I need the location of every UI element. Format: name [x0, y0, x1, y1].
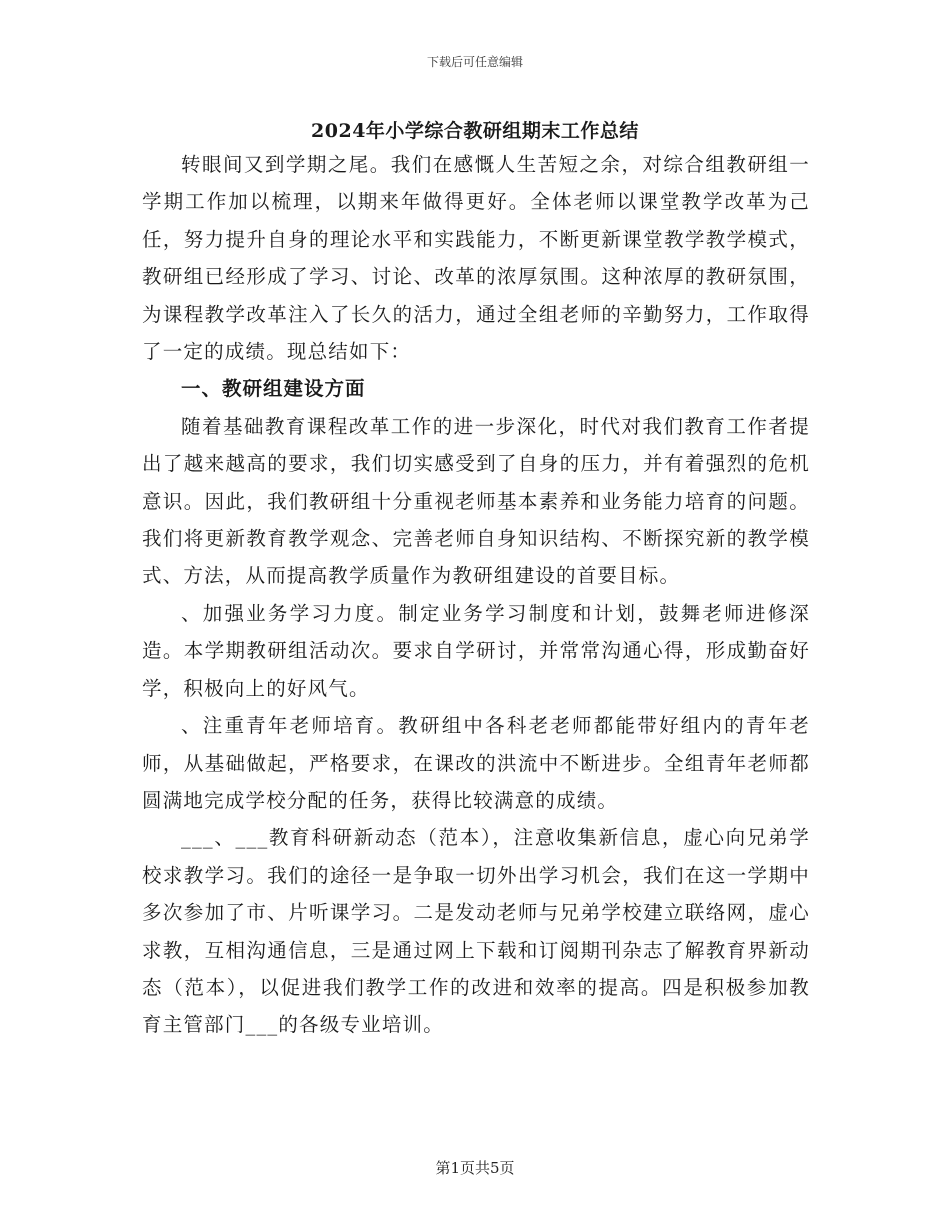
document-body	[142, 146, 810, 1044]
paragraph-intro: 转眼间又到学期之尾。我们在感慨人生苦短之余，对综合组教研组一学期工作加以梳理，以期来年做得更好。全体老师以课堂教学改革为己任，努力提升自身的理论水平和实践能力，不断更新课堂教学教学模式，教研组已经形成了学习、讨论、改革的浓厚氛围。这种浓厚的教研氛围，为课程教学改革注入了长久的活力，通过全组老师的辛勤努力，工作取得了一定的成绩。现总结如下：	[142, 153, 810, 364]
paragraph-section-1: 随着基础教育课程改革工作的进一步深化，时代对我们教育工作者提出了越来越高的要求，我们切实感受到了自身的压力，并有着强烈的危机意识。因此，我们教研组十分重视老师基本素养和业务能力培育的问题。我们将更新教育教学观念、完善老师自身知识结构、不断探究新的教学模式、方法，从而提高教学质量作为教研组建设的首要目标。	[142, 414, 810, 588]
paragraph-item-research: ___、___教育科研新动态（范本），注意收集新信息，虚心向兄弟学校求教学习。我们的途径一是争取一切外出学习机会，我们在这一学期中多次参加了市、片听课学习。二是发动老师与兄弟学校建立联络网，虚心求教，互相沟通信息，三是通过网上下载和订阅期刊杂志了解教育界新动态（范本），以促进我们教学工作的改进和效率的提高。四是积极参加教育主管部门___的各级专业培训。	[142, 826, 810, 1037]
paragraph-item-training: 、注重青年老师培育。教研组中各科老老师都能带好组内的青年老师，从基础做起，严格要求，在课改的洪流中不断进步。全组青年老师都圆满地完成学校分配的任务，获得比较满意的成绩。	[142, 714, 810, 812]
page-number: 第1页共5页	[435, 1159, 515, 1177]
document-title: 2024年小学综合教研组期末工作总结	[311, 120, 639, 142]
header-note: 下载后可任意编辑	[426, 55, 523, 69]
section-heading: 一、教研组建设方面	[181, 377, 366, 401]
paragraph-item-study: 、加强业务学习力度。制定业务学习制度和计划，鼓舞老师进修深造。本学期教研组活动次。要求自学研讨，并常常沟通心得，形成勤奋好学，积极向上的好风气。	[142, 601, 810, 700]
